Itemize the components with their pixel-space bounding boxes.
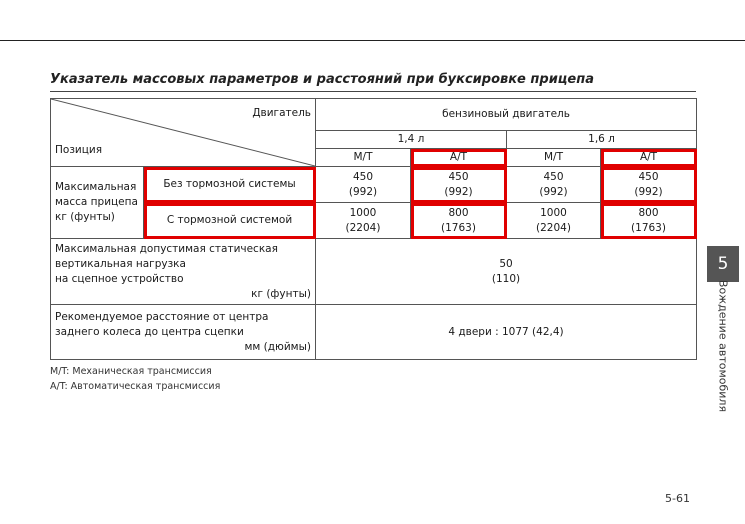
value-cell: 450 (992)	[411, 167, 507, 203]
vertical-load-unit: кг (фунты)	[251, 287, 311, 300]
transmission-header: A/T	[411, 149, 507, 167]
distance-value: 4 двери : 1077 (42,4)	[316, 305, 697, 360]
value-cell: 1000 (2204)	[316, 203, 411, 239]
chapter-tab: 5	[707, 246, 739, 282]
value-cell: 1000 (2204)	[507, 203, 601, 239]
engine-header: Двигатель	[252, 107, 311, 119]
top-rule	[0, 40, 745, 41]
chapter-title: Вождение автомобиля	[716, 279, 730, 413]
engine-16-header: 1,6 л	[507, 131, 697, 149]
page-number: 5-61	[665, 492, 690, 505]
max-mass-label: Максимальная масса прицепа кг (фунты)	[51, 167, 144, 239]
vertical-load-label: Максимальная допустимая статическая вертикальная нагрузка на сцепное устройство кг (фунты)	[51, 239, 316, 305]
position-header: Позиция	[55, 144, 103, 156]
transmission-header: A/T	[601, 149, 697, 167]
distance-unit: мм (дюймы)	[244, 340, 311, 353]
distance-label: Рекомендуемое расстояние от центра заднего колеса до центра сцепки мм (дюймы)	[51, 305, 316, 360]
towing-spec-table	[50, 98, 697, 360]
title-rule	[50, 91, 696, 92]
transmission-header: M/T	[316, 149, 411, 167]
engine-14-header: 1,4 л	[316, 131, 507, 149]
footnotes	[50, 364, 220, 394]
footnote-mt: M/T: Механическая трансмиссия	[50, 366, 212, 377]
value-cell: 450 (992)	[507, 167, 601, 203]
transmission-header: M/T	[507, 149, 601, 167]
with-brake-label: С тормозной системой	[144, 203, 316, 239]
engine-type-header: бензиновый двигатель	[316, 99, 697, 131]
header-diagonal-cell	[51, 99, 316, 167]
footnote-at: A/T: Автоматическая трансмиссия	[50, 381, 221, 392]
no-brake-label: Без тормозной системы	[144, 167, 316, 203]
value-cell: 800 (1763)	[411, 203, 507, 239]
value-cell: 450 (992)	[316, 167, 411, 203]
vertical-load-value: 50 (110)	[316, 239, 697, 305]
value-cell: 450 (992)	[601, 167, 697, 203]
value-cell: 800 (1763)	[601, 203, 697, 239]
section-title: Указатель массовых параметров и расстояний при буксировке прицепа	[50, 72, 595, 87]
